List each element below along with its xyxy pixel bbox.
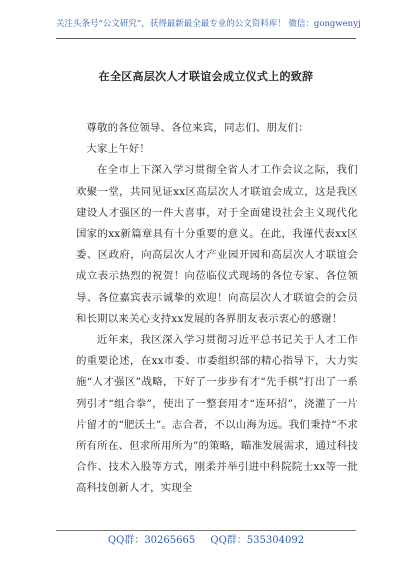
- body-paragraph-1: 在全市上下深入学习贯彻全省人才工作会议之际，我们欢聚一堂，共同见证xx区高层次人才联谊会成立，这是我区建设人才强区的一件大喜事，对于全面建设社会主义现代化国家的xx新篇章具有十分重要的意义。在此，我谨代表xx区委、区政府，向高层次人才产业园开园和高层次人才联谊会成立表示热烈的祝贺！向莅临仪式现场的各位专家、各位领导、各位嘉宾表示诚挚的欢迎！向高层次人才联谊会的会员和长期以来关心支持xx发展的各界朋友表示衷心的感谢！: [76, 164, 358, 325]
- footer-divider: [56, 530, 356, 531]
- footer-qq-group-2[interactable]: QQ群：535304092: [210, 535, 305, 546]
- salutation: 尊敬的各位领导、各位来宾，同志们、朋友们：: [86, 122, 309, 134]
- header-divider: [56, 38, 356, 39]
- footer-qq-group-1[interactable]: QQ群：30265665: [107, 535, 196, 546]
- header-promo-text[interactable]: 关注头条号“公文研究”，获得最新最全最专业的公文资料库！ 微信：gongwenyj: [56, 19, 361, 29]
- document-title: 在全区高层次人才联谊会成立仪式上的致辞: [98, 70, 314, 83]
- document-body: [76, 118, 358, 500]
- greeting: 大家上午好！: [86, 143, 150, 156]
- footer-contact: [56, 535, 356, 547]
- body-paragraph-2: 近年来，我区深入学习贯彻习近平总书记关于人才工作的重要论述，在xx市委、市委组织部的精心指导下，大力实施“人才强区”战略，下好了一步步有才“先手棋”打出了一系列引才“组合拳”，使出了一整套用才“连环招”，浇灌了一片片留才的“肥沃土”。志合者，不以山海为远。我们秉持“不求所有所在、但求所用所为”的策略，瞄准发展需求，通过科技合作、技术入股等方式，刚柔并举引进中科院院士xx等一批高科技创新人才，实现全: [76, 334, 358, 495]
